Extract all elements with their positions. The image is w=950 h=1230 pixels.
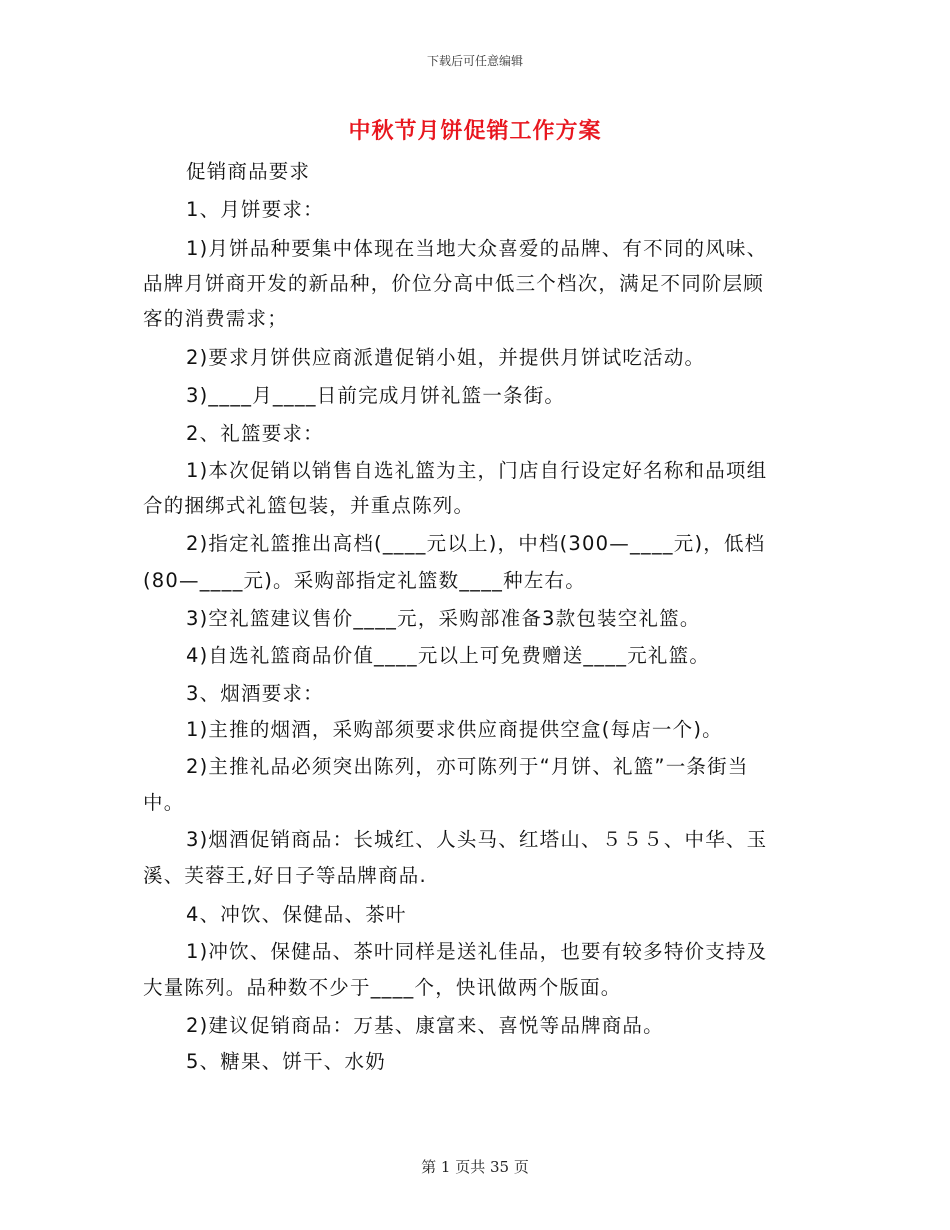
paragraph-line: 2)建议促销商品：万基、康富来、喜悦等品牌商品。 [186,1014,664,1037]
paragraph-line: 1)冲饮、保健品、茶叶同样是送礼佳品，也要有较多特价支持及 [186,940,768,963]
subsection-heading: 2、礼篮要求： [186,422,324,445]
subsection-heading: 5、糖果、饼干、水奶 [186,1050,386,1073]
paragraph-line: 溪、芙蓉王,好日子等品牌商品. [143,864,427,887]
paragraph-line: 2)指定礼篮推出高档(____元以上)，中档(300—____元)，低档 [186,532,766,555]
paragraph-line: 2)主推礼品必须突出陈列，亦可陈列于“月饼、礼篮”一条街当 [186,755,749,778]
paragraph-line: 大量陈列。品种数不少于____个，快讯做两个版面。 [143,976,622,999]
paragraph-line: 3)____月____日前完成月饼礼篮一条街。 [186,384,566,407]
section-heading: 促销商品要求 [186,160,311,183]
paragraph-line: 中。 [143,791,185,814]
paragraph-line: 品牌月饼商开发的新品种，价位分高中低三个档次，满足不同阶层顾 [143,272,765,295]
paragraph-line: 4)自选礼篮商品价值____元以上可免费赠送____元礼篮。 [186,644,711,667]
paragraph-line: 3)烟酒促销商品：长城红、人头马、红塔山、５５５、中华、玉 [186,828,768,851]
page-footer: 第 1 页共 35 页 [421,1158,529,1176]
header-note: 下载后可任意编辑 [426,54,523,68]
subsection-heading: 3、烟酒要求： [186,682,324,705]
document-title: 中秋节月饼促销工作方案 [348,119,602,144]
paragraph-line: (80—____元)。采购部指定礼篮数____种左右。 [143,569,586,592]
paragraph-line: 1)主推的烟酒，采购部须要求供应商提供空盒(每店一个)。 [186,718,723,741]
paragraph-line: 合的捆绑式礼篮包装，并重点陈列。 [143,494,475,517]
paragraph-line: 1)月饼品种要集中体现在当地大众喜爱的品牌、有不同的风味、 [186,237,768,260]
paragraph-line: 3)空礼篮建议售价____元，采购部准备3款包装空礼篮。 [186,607,701,630]
paragraph-line: 客的消费需求； [143,307,288,330]
paragraph-line: 1)本次促销以销售自选礼篮为主，门店自行设定好名称和品项组 [186,459,768,482]
subsection-heading: 4、冲饮、保健品、茶叶 [186,903,407,926]
paragraph-line: 2)要求月饼供应商派遣促销小姐，并提供月饼试吃活动。 [186,346,706,369]
subsection-heading: 1、月饼要求： [186,198,324,221]
